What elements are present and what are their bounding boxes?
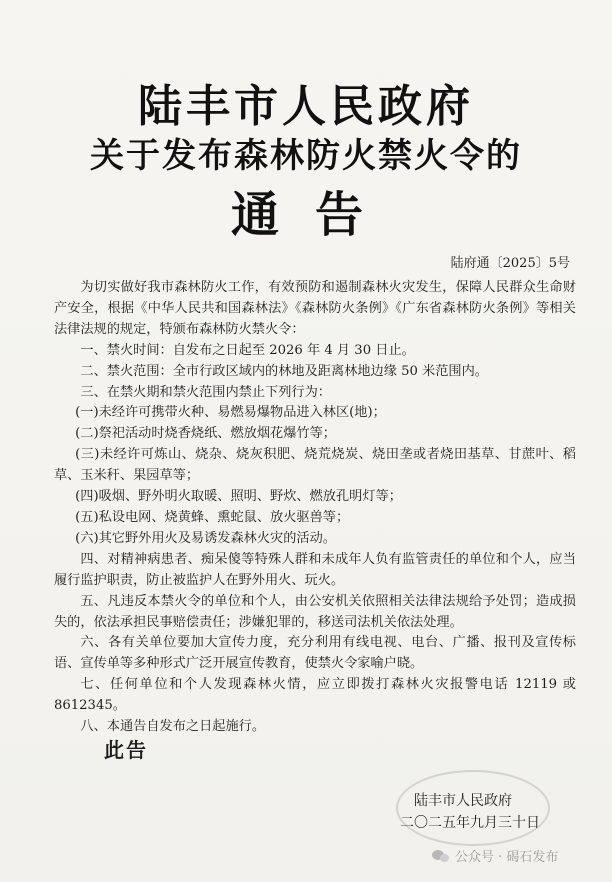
subclause-4: (四)吸烟、野外明火取暖、照明、野炊、燃放孔明灯等； [75,489,402,505]
subclause-2: (二)祭祀活动时烧香烧纸、燃放烟花爆竹等； [75,426,336,442]
watermark-text: 公众号 · 碣石发布 [455,850,559,865]
document-title-subject: 关于发布森林防火禁火令的 [90,136,522,176]
clause-6: 六、各有关单位要加大宣传力度，充分利用有线电视、电台、广播、报刊及宣传标语、宣传单等多种形式广泛开展宣传教育，使禁火令家喻户晓。 [54,635,576,672]
clause-8: 八、本通告自发布之日起施行。 [80,719,266,735]
intro-paragraph: 为切实做好我市森林防火工作，有效预防和遏制森林火灾发生，保障人民群众生命财产安全，根据《中华人民共和国森林法》《森林防火条例》《广东省森林防火条例》等相关法律法规的规定，特颁布森林防火禁火令： [54,280,576,337]
document-body [54,278,576,738]
clause-4: 四、对精神病患者、痴呆傻等特殊人群和未成年人负有监管责任的单位和个人，应当履行监护职责，防止被监护人在野外用火、玩火。 [54,551,576,588]
clause-2: 二、禁火范围：全市行政区域内的林地及距离林地边缘 50 米范围内。 [80,363,488,379]
clause-5: 五、凡违反本禁火令的单位和个人，由公安机关依照相关法律法规给予处罚；造成损失的，依法承担民事赔偿责任；涉嫌犯罪的，移送司法机关依法处理。 [54,593,576,630]
subclause-6: (六)其它野外用火及易诱发森林火灾的活动。 [75,530,336,546]
wechat-icon [432,849,450,863]
clause-7: 七、任何单位和个人发现森林火情，应立即拨打森林火灾报警电话 12119 或 8612345。 [54,677,576,714]
subclause-5: (五)私设电网、烧黄蜂、熏蛇鼠、放火驱兽等； [75,509,350,525]
subclause-3: (三)未经许可炼山、烧杂、烧灰积肥、烧荒烧炭、烧田垄或者烧田基草、甘蔗叶、稻草、玉米秆、果园草等； [54,447,576,484]
subclause-1: (一)未经许可携带火种、易燃易爆物品进入林区(地)； [75,405,386,421]
watermark [432,846,558,865]
document-number: 陆府通〔2025〕5号 [450,256,570,271]
document-title-type: 通告 [230,187,399,243]
clause-3: 三、在禁火期和禁火范围内禁止下列行为： [80,384,331,400]
clause-1: 一、禁火时间：自发布之日起至 2026 年 4 月 30 日止。 [80,342,415,358]
issuer-signature: 陆丰市人民政府 [414,793,512,809]
closing-remark: 此告 [104,738,148,762]
document-title-issuer: 陆丰市人民政府 [138,81,474,132]
issue-date: 二〇二五年九月三十日 [400,815,540,831]
